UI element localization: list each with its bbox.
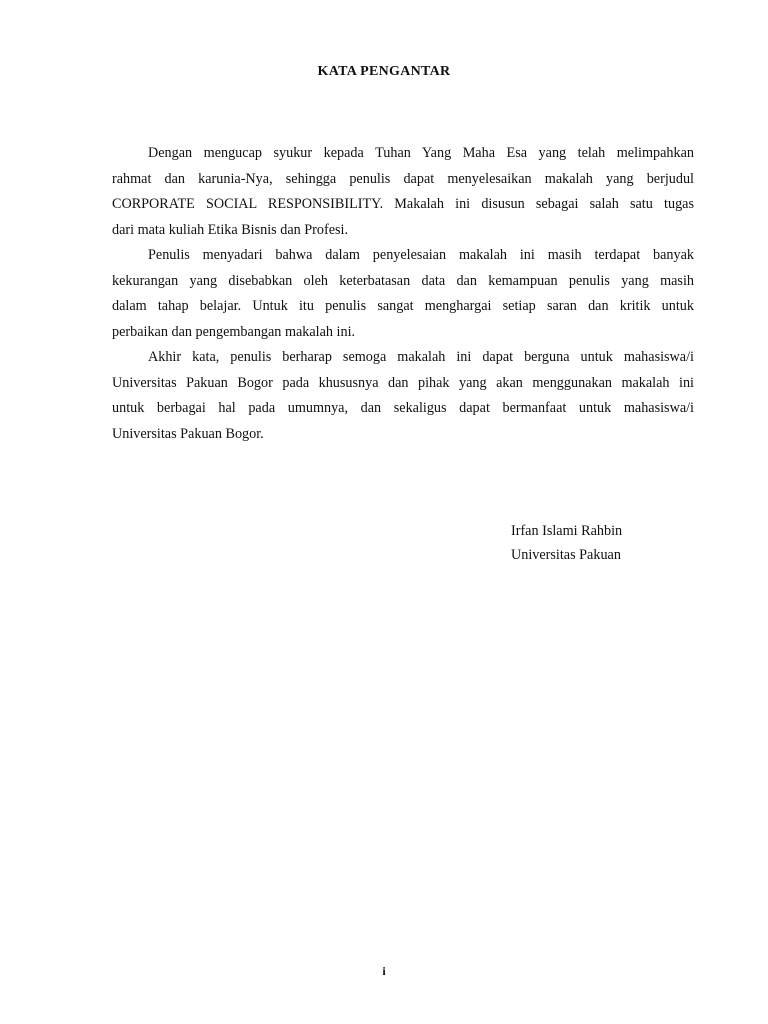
- paragraph-1-line-3: CORPORATE SOCIAL RESPONSIBILITY. Makalah ini disusun sebagai salah satu tugas: [112, 196, 694, 212]
- signature-name: Irfan Islami Rahbin: [511, 523, 623, 539]
- body-text: [112, 141, 694, 447]
- paragraph-2-line-2: kekurangan yang disebabkan oleh keterbatasan data dan kemampuan penulis yang masih: [112, 272, 694, 289]
- paragraph-3-line-2: Universitas Pakuan Bogor pada khususnya dan pihak yang akan menggunakan makalah ini: [112, 374, 694, 391]
- paragraph-1-line-1: Dengan mengucap syukur kepada Tuhan Yang Maha Esa yang telah melimpahkan: [148, 145, 694, 161]
- paragraph-3-line-1: Akhir kata, penulis berharap semoga makalah ini dapat berguna untuk mahasiswa/i: [148, 349, 694, 365]
- paragraph-2-line-1: Penulis menyadari bahwa dalam penyelesaian makalah ini masih terdapat banyak: [148, 247, 694, 263]
- paragraph-2: [112, 243, 694, 345]
- paragraph-2-line-4: perbaikan dan pengembangan makalah ini.: [112, 323, 356, 340]
- signature-affiliation: Universitas Pakuan: [511, 547, 621, 563]
- paragraph-2-line-3: dalam tahap belajar. Untuk itu penulis sangat menghargai setiap saran dan kritik untuk: [112, 298, 694, 314]
- paragraph-1-line-2: rahmat dan karunia-Nya, sehingga penulis dapat menyelesaikan makalah yang berjudul: [112, 170, 694, 187]
- paragraph-3: [112, 345, 694, 447]
- paragraph-3-line-3: untuk berbagai hal pada umumnya, dan sekaligus dapat bermanfaat untuk mahasiswa/i: [112, 400, 694, 416]
- page-number: i: [382, 964, 386, 978]
- paragraph-1-line-4: dari mata kuliah Etika Bisnis dan Profesi.: [112, 221, 349, 238]
- signature-block: [511, 519, 622, 567]
- paragraph-3-line-4: Universitas Pakuan Bogor.: [112, 425, 264, 442]
- page-title: KATA PENGANTAR: [317, 64, 451, 79]
- paragraph-1: [112, 141, 694, 243]
